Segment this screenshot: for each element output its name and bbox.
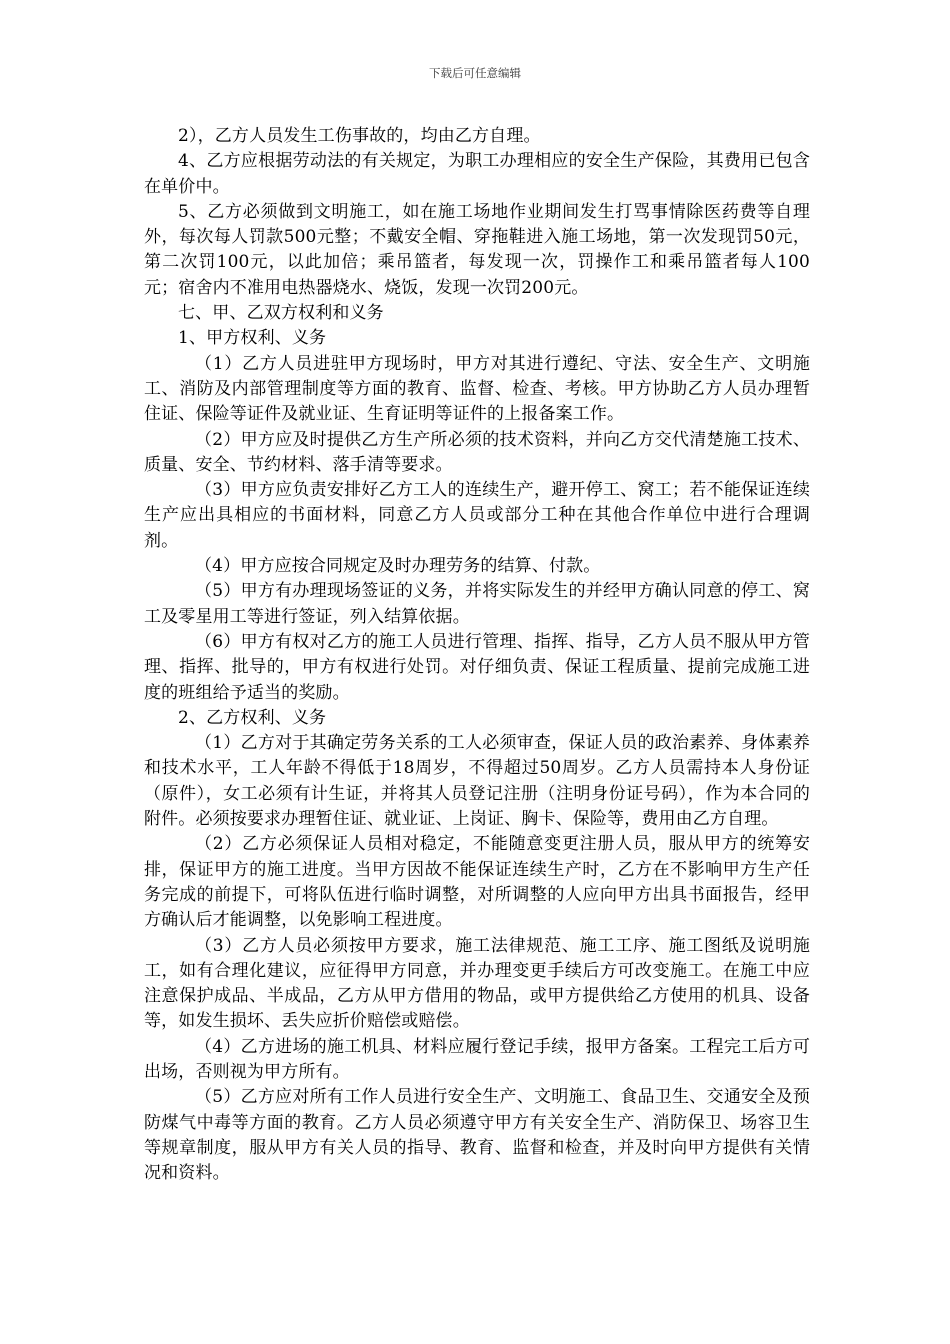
paragraph-party-a-item-6: （6）甲方有权对乙方的施工人员进行管理、指挥、指导，乙方人员不服从甲方管理、指挥、批导的，甲方有权进行处罚。对仔细负责、保证工程质量、提前完成施工进度的班组给予适当的奖励。	[144, 631, 810, 703]
paragraph-party-b-item-4: （4）乙方进场的施工机具、材料应履行登记手续，报甲方备案。工程完工后方可出场，否则视为甲方所有。	[144, 1036, 810, 1082]
page-header: 下载后可任意编辑	[429, 66, 521, 80]
subheading-party-a: 1、甲方权利、义务	[178, 328, 327, 349]
paragraph-party-b-item-2: （2）乙方必须保证人员相对稳定，不能随意变更注册人员，服从甲方的统筹安排，保证甲方的施工进度。当甲方因故不能保证连续生产时，乙方在不影响甲方生产任务完成的前提下，可将队伍进行临时调整，对所调整的人应向甲方出具书面报告，经甲方确认后才能调整，以免影响工程进度。	[144, 834, 810, 931]
paragraph-party-a-item-5: （5）甲方有办理现场签证的义务，并将实际发生的并经甲方确认同意的停工、窝工及零星用工等进行签证，列入结算依据。	[144, 581, 810, 627]
section-heading-rights-obligations: 七、甲、乙双方权利和义务	[178, 303, 384, 324]
paragraph-party-a-item-2: （2）甲方应及时提供乙方生产所必须的技术资料，并向乙方交代清楚施工技术、质量、安全、节约材料、落手清等要求。	[144, 429, 810, 475]
paragraph-insurance-clause: 4、乙方应根据劳动法的有关规定，为职工办理相应的安全生产保险，其费用已包含在单价中。	[144, 151, 810, 197]
paragraph-injury-clause: 2），乙方人员发生工伤事故的，均由乙方自理。	[178, 126, 541, 146]
paragraph-party-b-item-1: （1）乙方对于其确定劳务关系的工人必须审查，保证人员的政治素养、身体素养和技术水平，工人年龄不得低于18周岁，不得超过50周岁。乙方人员需持本人身份证（原件），女工必须有计生证，并将其人员登记注册（注明身份证号码），作为本合同的附件。必须按要求办理暂住证、就业证、上岗证、胸卡、保险等，费用由乙方自理。	[144, 733, 810, 830]
document-body	[144, 124, 810, 1186]
paragraph-party-b-item-3: （3）乙方人员必须按甲方要求，施工法律规范、施工工序、施工图纸及说明施工，如有合理化建议，应征得甲方同意，并办理变更手续后方可改变施工。在施工中应注意保护成品、半成品，乙方从甲方借用的物品，或甲方提供给乙方使用的机具、设备等，如发生损坏、丢失应折价赔偿或赔偿。	[144, 935, 810, 1032]
paragraph-party-a-item-1: （1）乙方人员进驻甲方现场时，甲方对其进行遵纪、守法、安全生产、文明施工、消防及内部管理制度等方面的教育、监督、检查、考核。甲方协助乙方人员办理暂住证、保险等证件及就业证、生育证明等证件的上报备案工作。	[144, 353, 810, 425]
subheading-party-b: 2、乙方权利、义务	[178, 707, 327, 728]
paragraph-party-b-item-5: （5）乙方应对所有工作人员进行安全生产、文明施工、食品卫生、交通安全及预防煤气中毒等方面的教育。乙方人员必须遵守甲方有关安全生产、消防保卫、场容卫生等规章制度，服从甲方有关人员的指导、教育、监督和检查，并及时向甲方提供有关情况和资料。	[144, 1087, 810, 1184]
paragraph-party-a-item-3: （3）甲方应负责安排好乙方工人的连续生产，避开停工、窝工；若不能保证连续生产应出具相应的书面材料，同意乙方人员或部分工种在其他合作单位中进行合理调剂。	[144, 480, 810, 551]
paragraph-party-a-item-4: （4）甲方应按合同规定及时办理劳务的结算、付款。	[195, 556, 601, 577]
paragraph-civilized-construction-clause: 5、乙方必须做到文明施工，如在施工场地作业期间发生打骂事情除医药费等自理外，每次每人罚款500元整；不戴安全帽、穿拖鞋进入施工场地，第一次发现罚50元，第二次罚100元，以此加倍；乘吊篮者，每发现一次，罚操作工和乘吊篮者每人100元；宿舍内不准用电热器烧水、烧饭，发现一次罚200元。	[144, 201, 810, 298]
